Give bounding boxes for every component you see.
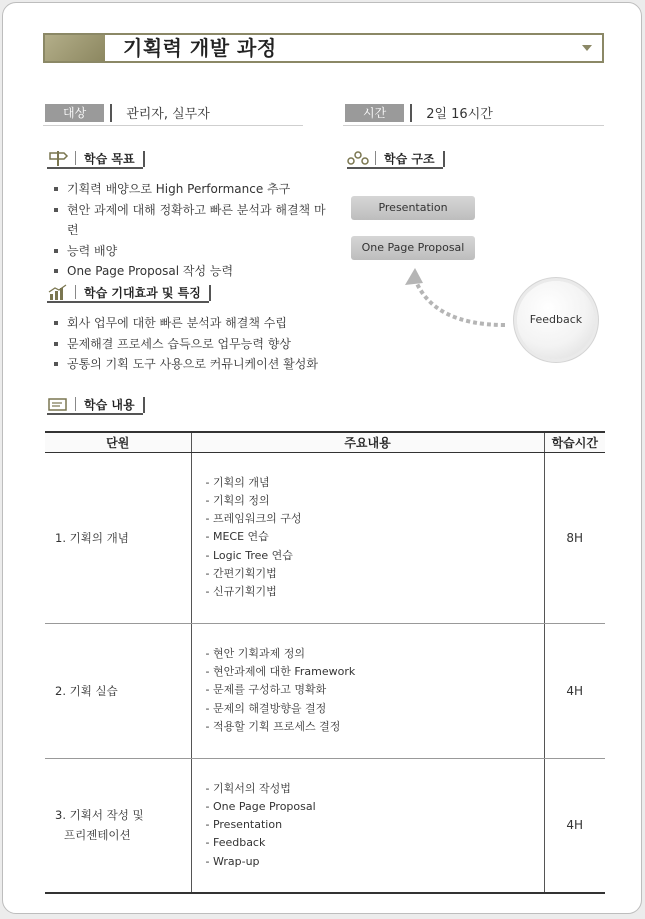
column-header-time: 학습시간 xyxy=(544,432,605,452)
column-header-content: 주요내용 xyxy=(191,432,544,452)
content-item: - One Page Proposal xyxy=(205,799,316,813)
list-item: 문제해결 프로세스 습득으로 업무능력 향상 xyxy=(53,334,343,355)
content-item: - 신규기획기법 xyxy=(205,585,277,598)
table-row xyxy=(45,623,605,758)
goals-list xyxy=(53,179,333,282)
divider xyxy=(110,104,112,122)
signpost-icon xyxy=(47,150,69,166)
feedback-arrow-icon xyxy=(393,265,513,335)
content-item: - Wrap-up xyxy=(205,854,260,868)
effects-list xyxy=(53,313,343,375)
unit-cell: 2. 기획 실습 xyxy=(45,623,191,758)
time-cell: 8H xyxy=(544,452,605,623)
title-swatch xyxy=(45,35,105,61)
feedback-circle: Feedback xyxy=(517,281,595,359)
page-title: 기획력 개발 과정 xyxy=(123,36,277,60)
table-row xyxy=(45,758,605,893)
content-item: - 기획의 개념 xyxy=(205,475,270,489)
effects-heading xyxy=(47,283,209,303)
target-value: 관리자, 실무자 xyxy=(126,107,210,122)
book-icon xyxy=(47,396,69,412)
effects-heading-label: 학습 기대효과 및 특징 xyxy=(84,285,201,300)
content-cell xyxy=(191,452,544,623)
content-heading xyxy=(47,395,143,415)
list-item: 현안 과제에 대해 정확하고 빠른 분석과 해결책 마련 xyxy=(53,200,333,241)
bar-chart-icon xyxy=(47,284,69,300)
content-item: - 문제를 구성하고 명확화 xyxy=(205,683,327,697)
time-cell: 4H xyxy=(544,758,605,893)
content-table xyxy=(45,431,605,894)
unit-line: 프리젠테이션 xyxy=(64,828,131,843)
time-value: 2일 16시간 xyxy=(426,107,493,122)
unit-line: 3. 기획서 작성 및 xyxy=(55,808,144,823)
list-item: 공통의 기획 도구 사용으로 커뮤니케이션 활성화 xyxy=(53,354,343,375)
content-item: - 기획서의 작성법 xyxy=(205,781,291,795)
time-cell: 4H xyxy=(544,623,605,758)
content-item: - 문제의 해결방향을 결정 xyxy=(205,701,327,715)
content-cell xyxy=(191,623,544,758)
content-item: - Presentation xyxy=(205,818,283,832)
structure-heading xyxy=(347,149,443,169)
unit-cell: 1. 기획의 개념 xyxy=(45,452,191,623)
list-item: 기획력 배양으로 High Performance 추구 xyxy=(53,179,333,200)
structure-box-one-page-proposal: One Page Proposal xyxy=(351,236,475,260)
content-item: - 현안과제에 대한 Framework xyxy=(205,665,356,679)
structure-heading-label: 학습 구조 xyxy=(384,151,435,166)
structure-box-presentation: Presentation xyxy=(351,196,475,220)
content-heading-label: 학습 내용 xyxy=(84,397,135,412)
page xyxy=(2,2,642,914)
table-row xyxy=(45,452,605,623)
table-header-row xyxy=(45,432,605,452)
content-item: - Logic Tree 연습 xyxy=(205,548,293,562)
list-item: 능력 배양 xyxy=(53,241,333,262)
list-item: 회사 업무에 대한 빠른 분석과 해결책 수립 xyxy=(53,313,343,334)
time-label: 시간 xyxy=(345,104,404,122)
list-item: One Page Proposal 작성 능력 xyxy=(53,261,333,282)
target-row xyxy=(43,100,303,126)
triangle-down-icon xyxy=(582,45,592,51)
network-icon xyxy=(347,150,369,166)
content-item: - 적용할 기획 프로세스 결정 xyxy=(205,719,341,733)
column-header-unit: 단원 xyxy=(45,432,191,452)
divider xyxy=(410,104,412,122)
content-item: - 현안 기획과제 정의 xyxy=(205,646,305,660)
title-bar xyxy=(43,33,604,63)
content-item: - MECE 연습 xyxy=(205,530,269,544)
content-item: - 간편기획기법 xyxy=(205,566,277,580)
content-item: - 기획의 정의 xyxy=(205,493,270,507)
content-item: - Feedback xyxy=(205,836,266,850)
content-cell xyxy=(191,758,544,893)
goals-heading xyxy=(47,149,143,169)
goals-heading-label: 학습 목표 xyxy=(84,151,135,166)
time-row xyxy=(343,100,604,126)
target-label: 대상 xyxy=(45,104,104,122)
content-item: - 프레임워크의 구성 xyxy=(205,512,302,526)
unit-cell xyxy=(45,758,191,893)
